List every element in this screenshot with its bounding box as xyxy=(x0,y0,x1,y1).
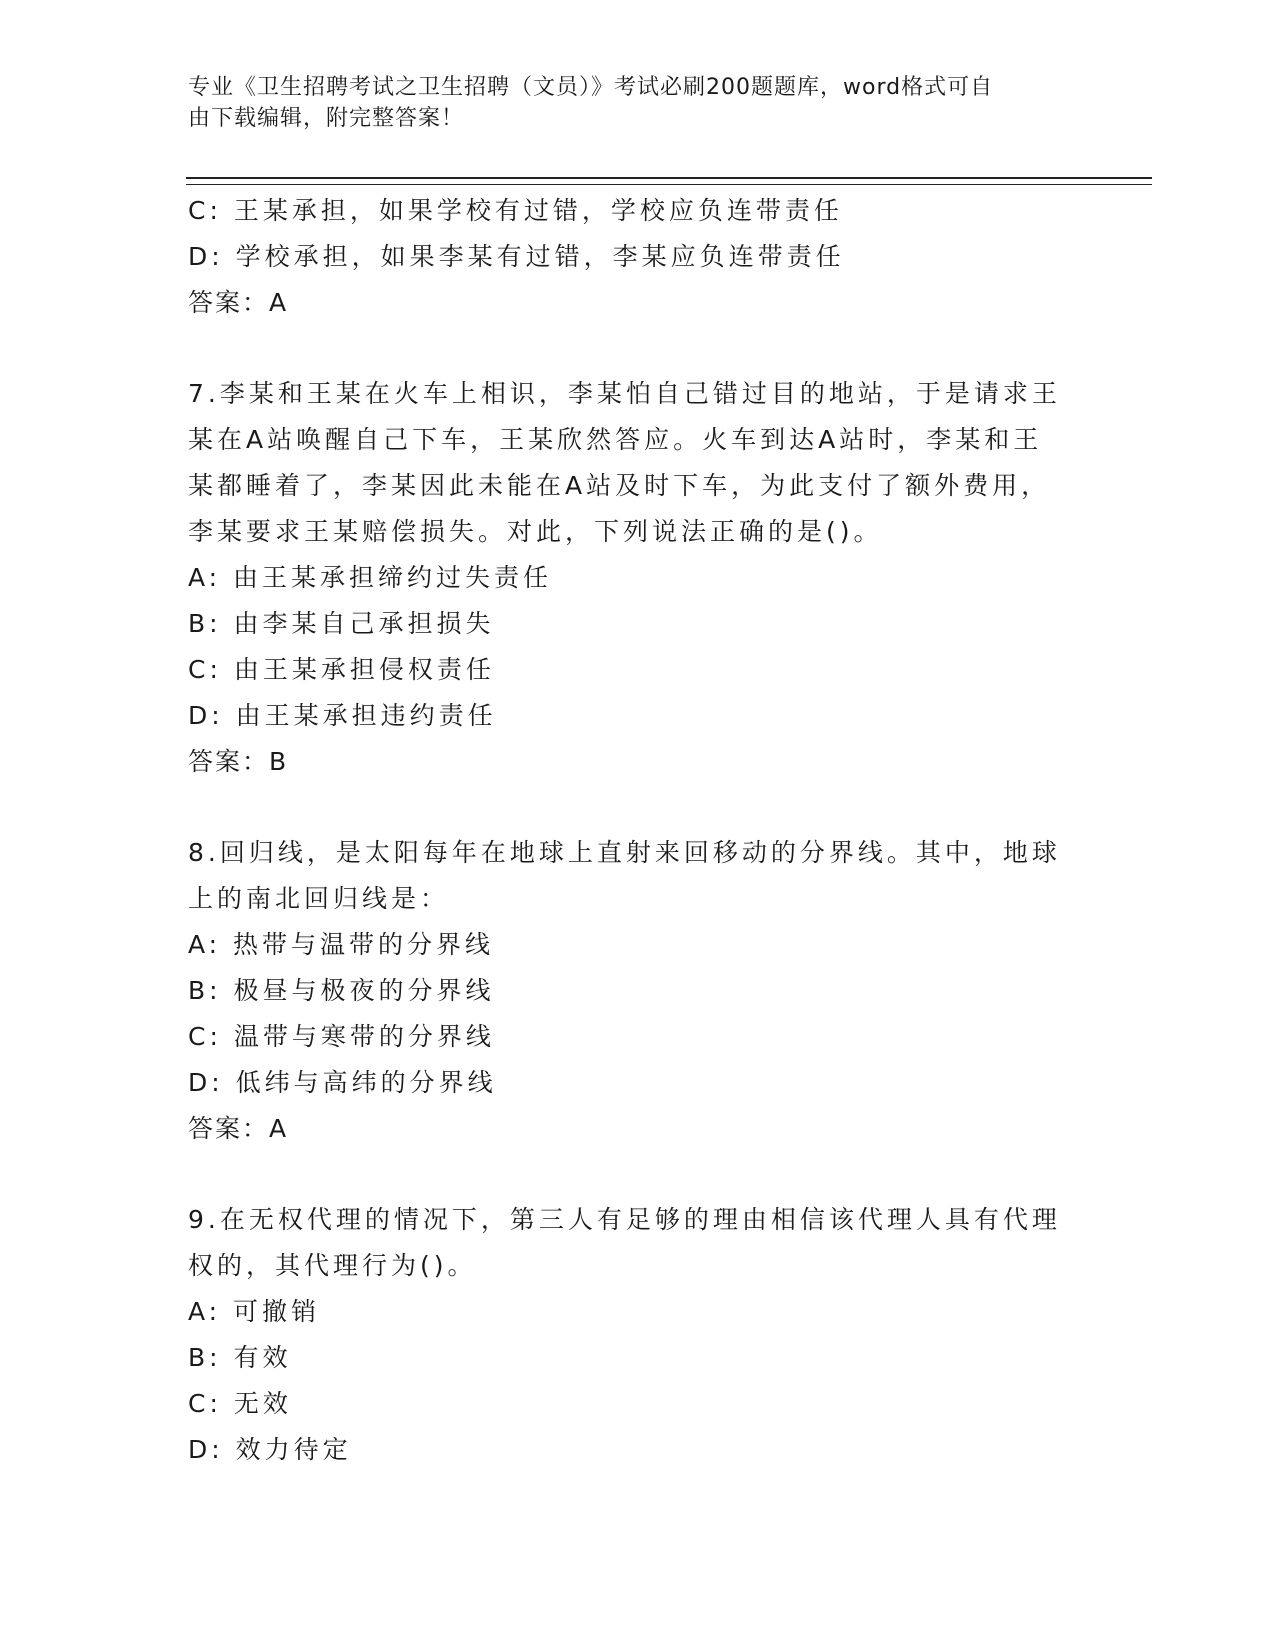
document-body xyxy=(188,188,1068,1473)
header-divider-thin xyxy=(186,184,1152,185)
option-d: D: 效力待定 xyxy=(188,1435,352,1464)
option-d: D: 低纬与高纬的分界线 xyxy=(188,1068,497,1097)
option-a: A: 热带与温带的分界线 xyxy=(188,930,495,959)
option-b: B: 由李某自己承担损失 xyxy=(188,609,495,638)
question-text-line: 某在A站唤醒自己下车，王某欣然答应。火车到达A站时，李某和王 xyxy=(188,425,1043,454)
spacer xyxy=(188,326,1068,371)
spacer xyxy=(188,1152,1068,1197)
option-c: C: 温带与寒带的分界线 xyxy=(188,1022,495,1051)
option-a: A: 由王某承担缔约过失责任 xyxy=(188,563,553,592)
answer: 答案：A xyxy=(188,1114,289,1143)
answer: 答案：B xyxy=(188,747,289,776)
document-header xyxy=(188,72,1068,134)
header-line-1: 专业《卫生招聘考试之卫生招聘（文员）》考试必刷200题题库，word格式可自 xyxy=(188,75,994,100)
option-a: A: 可撤销 xyxy=(188,1297,321,1326)
spacer xyxy=(188,785,1068,830)
option-c: C: 由王某承担侵权责任 xyxy=(188,655,495,684)
header-line-2: 由下载编辑，附完整答案！ xyxy=(188,106,465,131)
option-d: D: 由王某承担违约责任 xyxy=(188,701,497,730)
question-8 xyxy=(188,830,1068,1152)
option-d: D: 学校承担，如果李某有过错，李某应负连带责任 xyxy=(188,242,845,271)
question-text-line: 8.回归线，是太阳每年在地球上直射来回移动的分界线。其中，地球 xyxy=(188,838,1061,867)
question-text-line: 李某要求王某赔偿损失。对此，下列说法正确的是()。 xyxy=(188,517,883,546)
question-text-line: 7.李某和王某在火车上相识，李某怕自己错过目的地站，于是请求王 xyxy=(188,379,1061,408)
question-6-tail xyxy=(188,188,1068,326)
question-text-line: 权的，其代理行为()。 xyxy=(188,1251,477,1280)
answer: 答案：A xyxy=(188,288,289,317)
question-9 xyxy=(188,1197,1068,1473)
question-text-line: 上的南北回归线是： xyxy=(188,884,450,913)
question-7 xyxy=(188,371,1068,785)
option-c: C: 无效 xyxy=(188,1389,292,1418)
option-b: B: 有效 xyxy=(188,1343,292,1372)
header-divider-thick xyxy=(186,177,1152,179)
question-text-line: 9.在无权代理的情况下，第三人有足够的理由相信该代理人具有代理 xyxy=(188,1205,1061,1234)
question-text-line: 某都睡着了，李某因此未能在A站及时下车，为此支付了额外费用， xyxy=(188,471,1051,500)
option-b: B: 极昼与极夜的分界线 xyxy=(188,976,495,1005)
option-c: C: 王某承担，如果学校有过错，学校应负连带责任 xyxy=(188,196,843,225)
